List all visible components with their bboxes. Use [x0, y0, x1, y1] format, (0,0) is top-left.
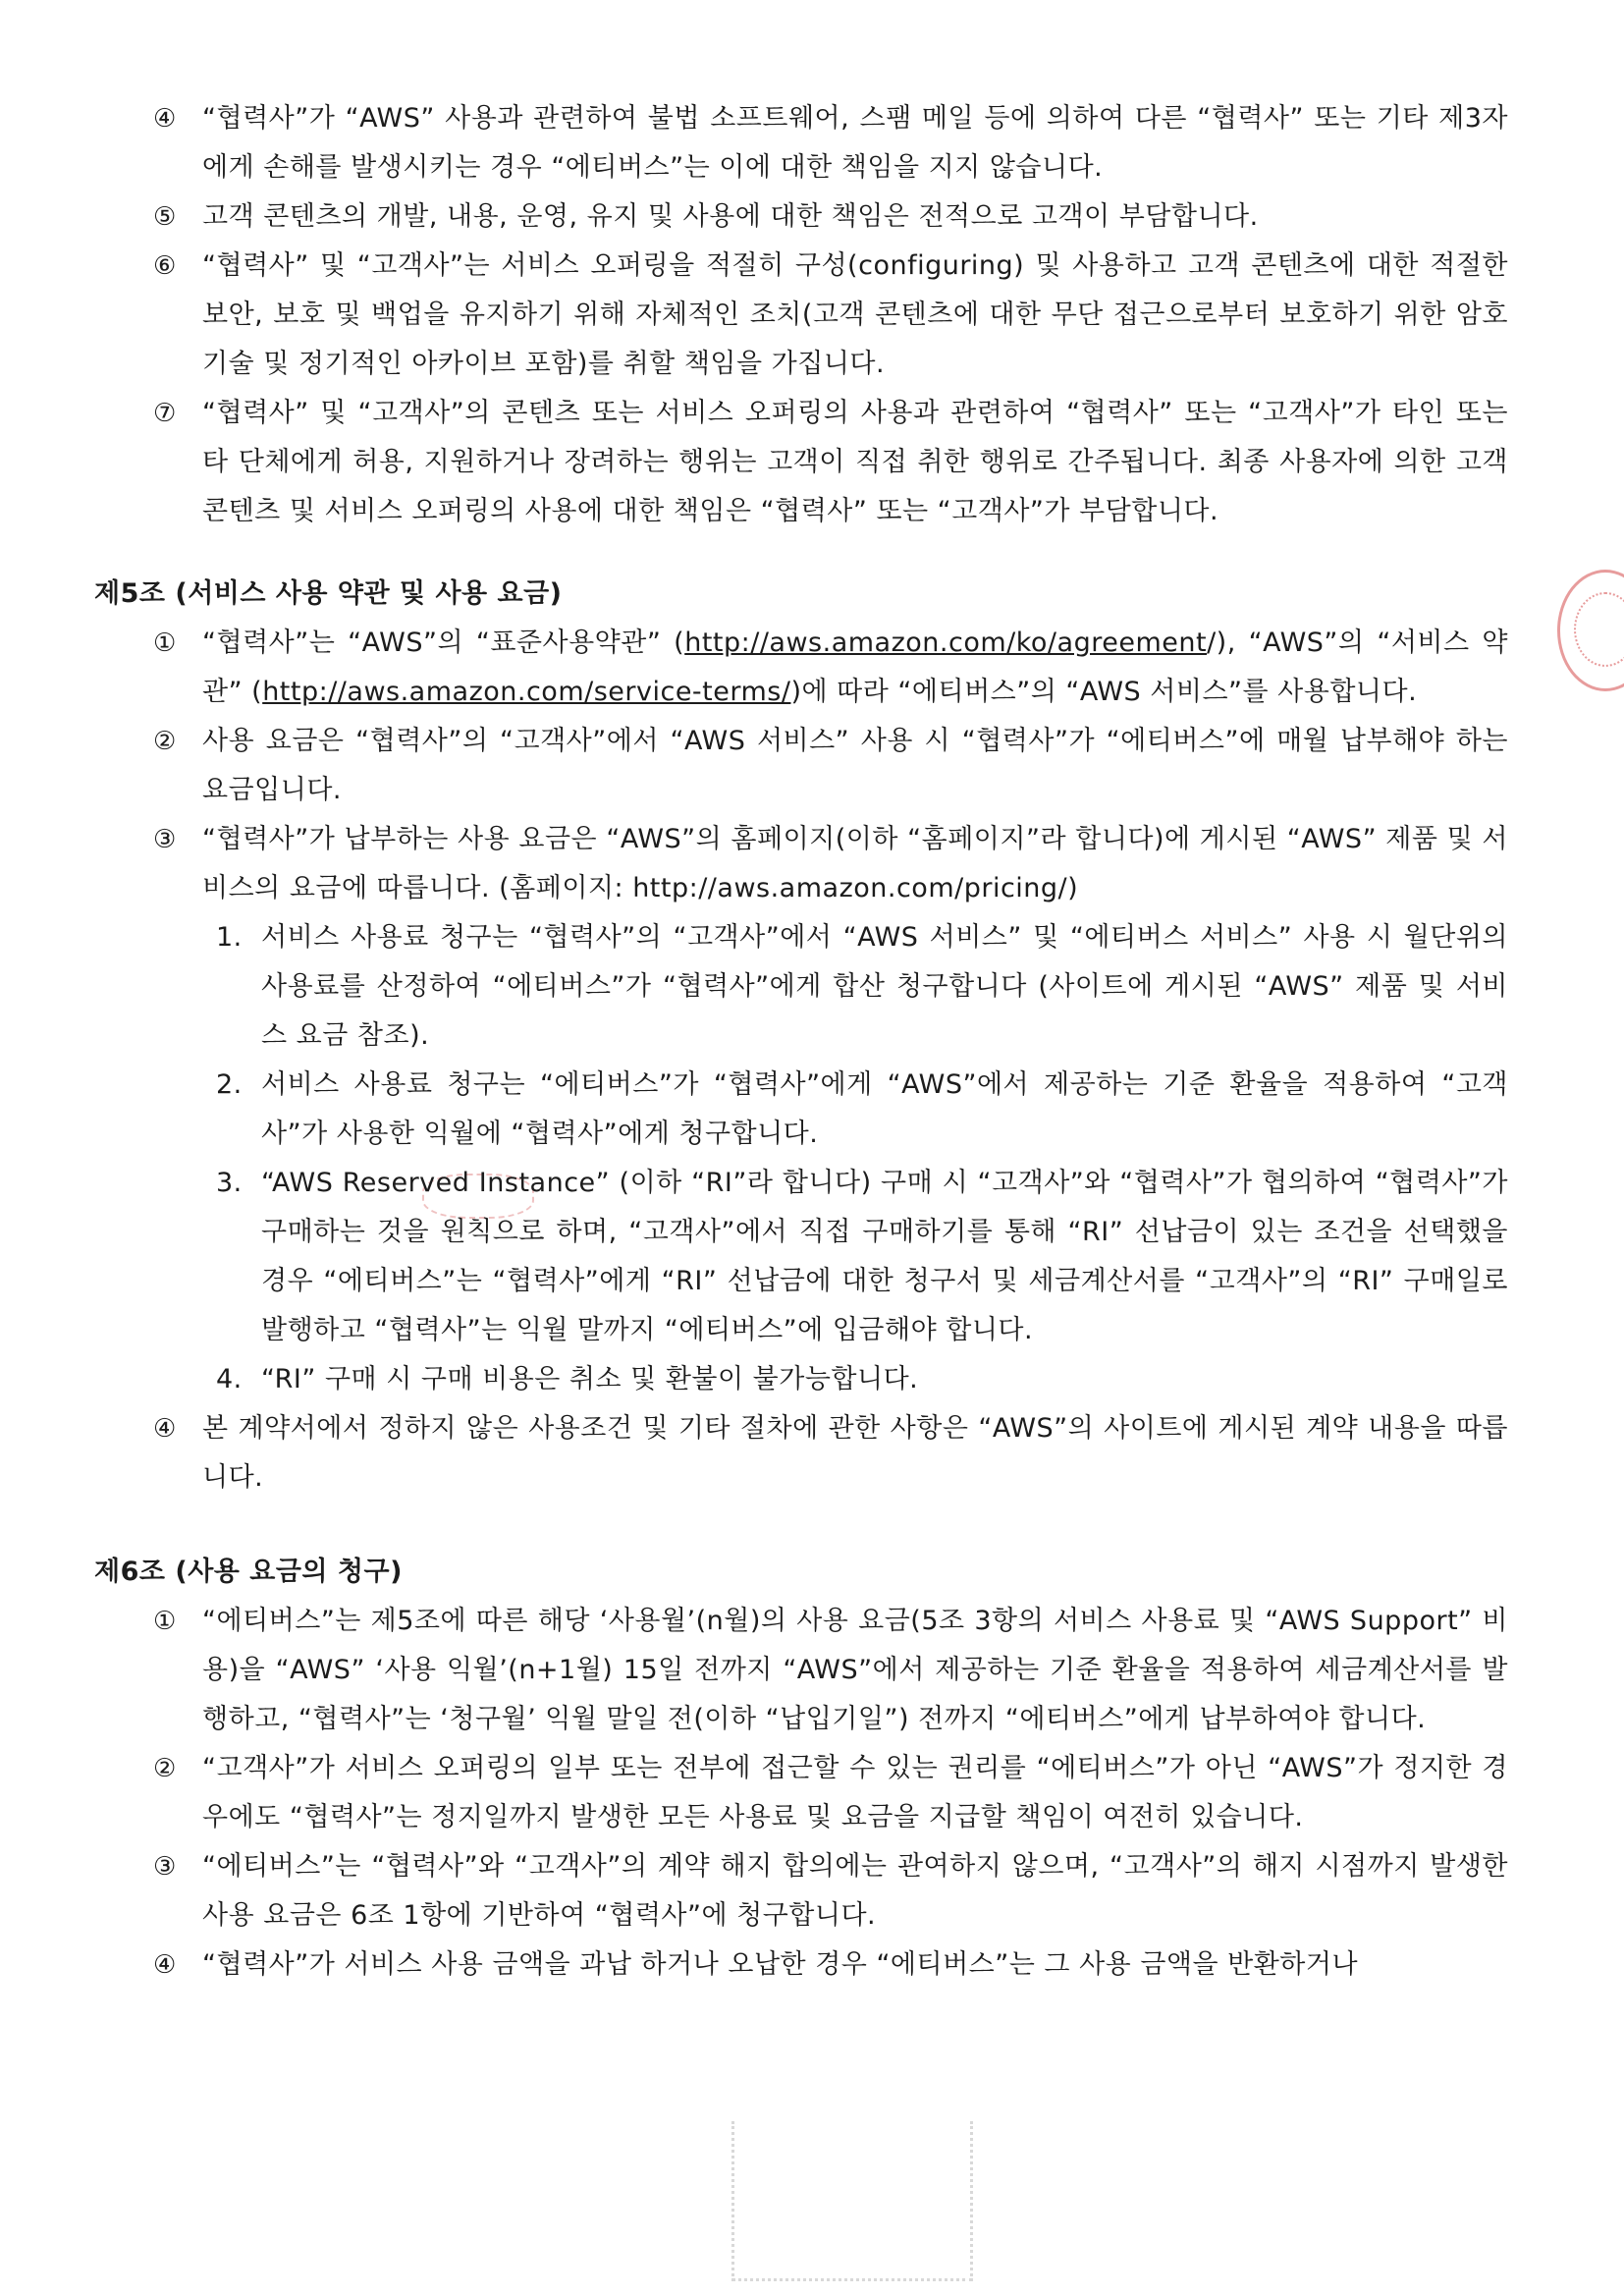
item-text: “협력사”가 “AWS” 사용과 관련하여 불법 소프트웨어, 스팸 메일 등에 의하여 다른 “협력사” 또는 기타 제3자에게 손해를 발생시키는 경우 “에티버스”는 이에 대한 책임을 지지 않습니다. [202, 103, 1508, 183]
article4-item [94, 242, 1508, 389]
item-number: ② [153, 1754, 177, 1783]
article5-item [94, 815, 1508, 913]
subitem-text: “AWS Reserved Instance” (이하 “RI”라 합니다) 구매 시 “고객사”와 “협력사”가 협의하여 “협력사”가 구매하는 것을 원칙으로 하며, “고객사”에서 직접 구매하기를 통해 “RI” 선납금이 있는 조건을 선택했을 경우 “에티버스”는 “협력사”에게 “RI” 선납금에 대한 청구서 및 세금계산서를 “고객사”의 “RI” 구매일로 발행하고 “협력사”는 익월 말까지 “에티버스”에 입금해야 합니다. [261, 1168, 1508, 1345]
item-number: ④ [153, 1414, 177, 1444]
article5-subitem [94, 1061, 1508, 1159]
item-number: ④ [153, 1950, 177, 1980]
item-text-mid: /), “AWS”의 “서비스 약관” ( [202, 628, 1508, 707]
item-number: ③ [153, 1852, 177, 1882]
item-text: “협력사”가 납부하는 사용 요금은 “AWS”의 홈페이지(이하 “홈페이지”라 합니다)에 게시된 “AWS” 제품 및 서비스의 요금에 따릅니다. (홈페이지: http://aws.amazon.com/pricing/) [202, 824, 1508, 903]
article6-item [94, 1744, 1508, 1842]
article5-subitem [94, 1355, 1508, 1404]
article5-subitem [94, 1159, 1508, 1355]
subitem-text: “RI” 구매 시 구매 비용은 취소 및 환불이 불가능합니다. [261, 1364, 919, 1394]
agreement-link[interactable]: http://aws.amazon.com/ko/agreement [684, 628, 1208, 658]
item-text: “협력사” 및 “고객사”는 서비스 오퍼링을 적절히 구성(configuring) 및 사용하고 고객 콘텐츠에 대한 적절한 보안, 보호 및 백업을 유지하기 위해 자체적인 조치(고객 콘텐츠에 대한 무단 접근으로부터 보호하기 위한 암호 기술 및 정기적인 아카이브 포함)를 취할 책임을 가집니다. [202, 250, 1508, 379]
item-number: ⑤ [153, 202, 177, 232]
item-number: ⑦ [153, 399, 177, 428]
article4-item [94, 192, 1508, 242]
subitem-number: 1. [216, 922, 243, 953]
item-number: ④ [153, 104, 177, 134]
article4-item [94, 389, 1508, 536]
dotted-mark [731, 2121, 973, 2281]
article6-item [94, 1941, 1508, 1990]
item-text-post: )에 따라 “에티버스”의 “AWS 서비스”를 사용합니다. [790, 677, 1418, 707]
article5-subitem [94, 913, 1508, 1061]
subitem-number: 2. [216, 1069, 243, 1100]
article5-item [94, 717, 1508, 815]
item-text: 사용 요금은 “협력사”의 “고객사”에서 “AWS 서비스” 사용 시 “협력사”가 “에티버스”에 매월 납부해야 하는 요금입니다. [202, 726, 1508, 805]
article5-item [94, 619, 1508, 717]
subitem-number: 3. [216, 1168, 243, 1198]
item-text: “고객사”가 서비스 오퍼링의 일부 또는 전부에 접근할 수 있는 권리를 “에티버스”가 아닌 “AWS”가 정지한 경우에도 “협력사”는 정지일까지 발생한 모든 사용료 및 요금을 지급할 책임이 여전히 있습니다. [202, 1753, 1508, 1832]
item-text: “에티버스”는 제5조에 따른 해당 ‘사용월’(n월)의 사용 요금(5조 3항의 서비스 사용료 및 “AWS Support” 비용)을 “AWS” ‘사용 익월’(n+1월) 15일 전까지 “AWS”에서 제공하는 기준 환율을 적용하여 세금계산서를 발행하고, “협력사”는 ‘청구월’ 익월 말일 전(이하 “납입기일”) 전까지 “에티버스”에게 납부하여야 합니다. [202, 1606, 1508, 1734]
document-body [94, 94, 1508, 1990]
article4-item [94, 94, 1508, 192]
item-number: ① [153, 1607, 177, 1636]
seal-inner-ring [1574, 592, 1624, 667]
item-number: ① [153, 629, 177, 658]
subitem-number: 4. [216, 1364, 243, 1394]
item-text: “에티버스”는 “협력사”와 “고객사”의 계약 해지 합의에는 관여하지 않으며, “고객사”의 해지 시점까지 발생한 사용 요금은 6조 1항에 기반하여 “협력사”에 청구합니다. [202, 1851, 1508, 1931]
article6-heading: 제6조 (사용 요금의 청구) [94, 1557, 403, 1587]
item-number: ⑥ [153, 251, 177, 281]
item-text-pre: “협력사”는 “AWS”의 “표준사용약관” ( [202, 628, 685, 658]
service-terms-link[interactable]: http://aws.amazon.com/service-terms/ [262, 677, 791, 707]
article5-item [94, 1404, 1508, 1503]
article6-item [94, 1597, 1508, 1744]
item-text: “협력사” 및 “고객사”의 콘텐츠 또는 서비스 오퍼링의 사용과 관련하여 “협력사” 또는 “고객사”가 타인 또는 타 단체에게 허용, 지원하거나 장려하는 행위는 고객이 직접 취한 행위로 간주됩니다. 최종 사용자에 의한 고객 콘텐츠 및 서비스 오퍼링의 사용에 대한 책임은 “협력사” 또는 “고객사”가 부담합니다. [202, 398, 1508, 526]
subitem-text: 서비스 사용료 청구는 “협력사”의 “고객사”에서 “AWS 서비스” 및 “에티버스 서비스” 사용 시 월단위의 사용료를 산정하여 “에티버스”가 “협력사”에게 합산 청구합니다 (사이트에 게시된 “AWS” 제품 및 서비스 요금 참조). [261, 922, 1508, 1051]
article5-heading: 제5조 (서비스 사용 약관 및 사용 요금) [94, 578, 563, 609]
item-number: ② [153, 727, 177, 756]
item-text: “협력사”가 서비스 사용 금액을 과납 하거나 오납한 경우 “에티버스”는 그 사용 금액을 반환하거나 [202, 1949, 1359, 1980]
subitem-text: 서비스 사용료 청구는 “에티버스”가 “협력사”에게 “AWS”에서 제공하는 기준 환율을 적용하여 “고객사”가 사용한 익월에 “협력사”에게 청구합니다. [261, 1069, 1508, 1149]
item-text: 고객 콘텐츠의 개발, 내용, 운영, 유지 및 사용에 대한 책임은 전적으로 고객이 부담합니다. [202, 201, 1259, 232]
item-number: ③ [153, 825, 177, 854]
item-text: 본 계약서에서 정하지 않은 사용조건 및 기타 절차에 관한 사항은 “AWS”의 사이트에 게시된 계약 내용을 따릅니다. [202, 1413, 1508, 1493]
seal-stamp [1557, 570, 1624, 691]
article6-item [94, 1842, 1508, 1941]
